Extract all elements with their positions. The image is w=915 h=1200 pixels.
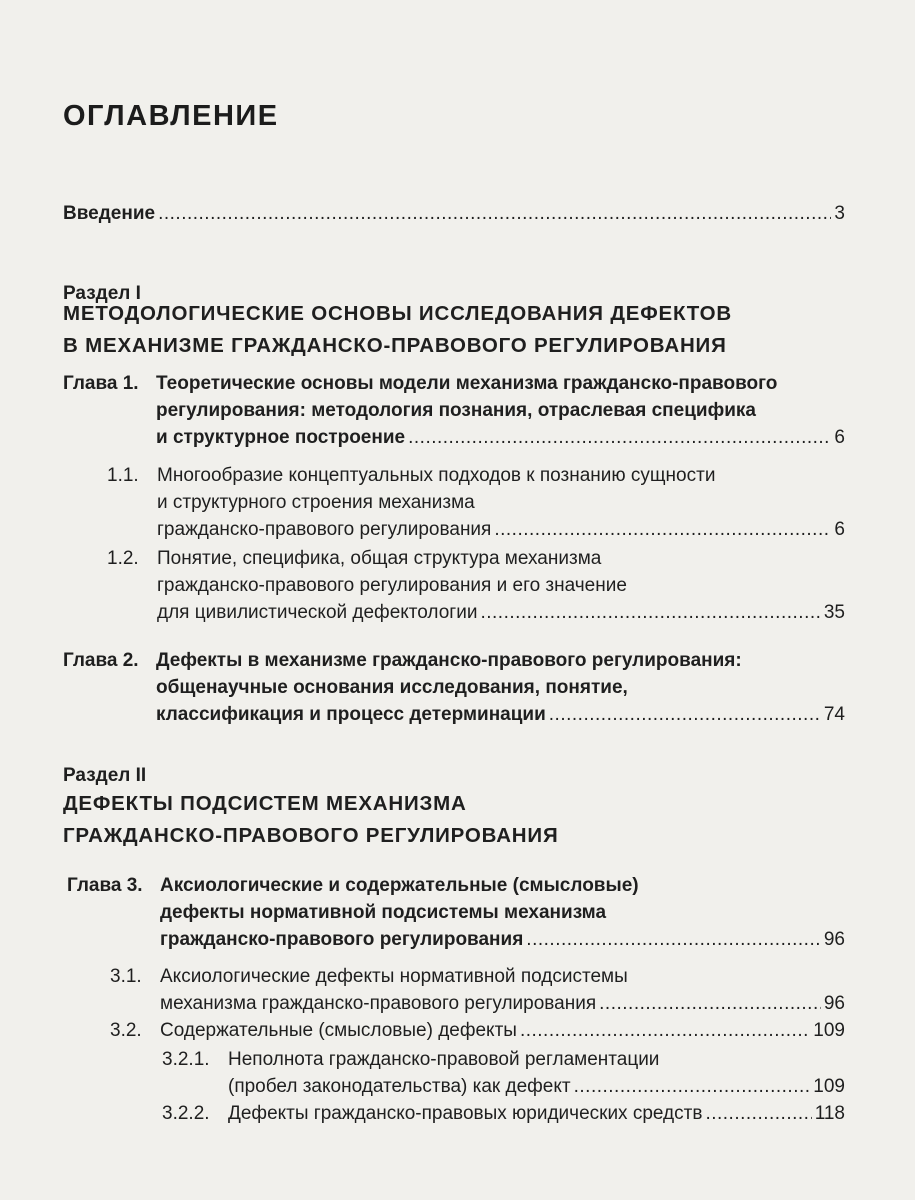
section-label: Раздел II <box>63 765 147 786</box>
toc-entry-1-1[interactable]: 1.1. Многообразие концептуальных подходов к познанию сущности и структурного строения механизма гражданско-правового регулирования ..... 6 <box>107 462 845 543</box>
toc-page-number: 109 <box>813 1076 845 1097</box>
entry-number: 3.2.1. <box>162 1049 210 1070</box>
leader-dots <box>526 926 821 953</box>
leader-dots <box>494 516 831 543</box>
toc-entry-intro[interactable] <box>63 200 845 227</box>
toc-page-number: 6 <box>834 519 845 540</box>
toc-page-number: 35 <box>823 602 845 623</box>
toc-entry-3-1[interactable]: 3.1. Аксиологические дефекты нормативной подсистемы механизма гражданско-правового регулирования ..... 96 <box>110 963 845 1017</box>
leader-dots <box>599 990 821 1017</box>
toc-entry-chapter-3[interactable]: Глава 3. Аксиологические и содержательные (смысловые) дефекты нормативной подсистемы механизма гражданско-правового регулирования ..... 96 <box>67 872 845 953</box>
toc-entry-3-2-2[interactable]: 3.2.2. Дефекты гражданско-правовых юридических средств ..... 118 <box>162 1100 845 1127</box>
toc-entry-chapter-1[interactable]: Глава 1. Теоретические основы модели механизма гражданско-правового регулирования: методология познания, отраслевая специфика и структурное построение ..... 6 <box>63 370 845 451</box>
entry-number: 1.2. <box>107 548 139 569</box>
toc-page-number: 96 <box>823 929 845 950</box>
toc-title: ОГЛАВЛЕНИЕ <box>63 100 279 132</box>
toc-page-number: 74 <box>823 704 845 725</box>
entry-number: Глава 3. <box>67 875 143 896</box>
toc-page-number: 6 <box>834 427 845 448</box>
leader-dots <box>549 701 821 728</box>
toc-page-number: 109 <box>813 1020 845 1041</box>
toc-entry-1-2[interactable]: 1.2. Понятие, специфика, общая структура механизма гражданско-правового регулирования и его значение для цивилистической дефектологии ..... 35 <box>107 545 845 626</box>
leader-dots <box>705 1100 811 1127</box>
toc-entry-3-2[interactable]: 3.2. Содержательные (смысловые) дефекты ..... 109 <box>110 1017 845 1044</box>
entry-number: 3.1. <box>110 966 142 987</box>
leader-dots <box>480 599 820 626</box>
toc-entry-text: Введение <box>63 203 156 224</box>
entry-number: 3.2.2. <box>162 1103 210 1124</box>
entry-number: Глава 2. <box>63 650 139 671</box>
entry-number: Глава 1. <box>63 373 139 394</box>
leader-dots <box>408 424 831 451</box>
toc-entry-chapter-2[interactable]: Глава 2. Дефекты в механизме гражданско-правового регулирования: общенаучные основания исследования, понятие, классификация и процесс детерминации ..... 74 <box>63 647 845 728</box>
toc-page-number: 3 <box>834 203 845 224</box>
leader-dots <box>574 1073 811 1100</box>
section-title: МЕТОДОЛОГИЧЕСКИЕ ОСНОВЫ ИССЛЕДОВАНИЯ ДЕФЕКТОВ В МЕХАНИЗМЕ ГРАЖДАНСКО-ПРАВОВОГО РЕГУЛИРОВАНИЯ <box>63 302 732 357</box>
leader-dots <box>520 1017 810 1044</box>
entry-number: 3.2. <box>110 1020 142 1041</box>
toc-entry-3-2-1[interactable]: 3.2.1. Неполнота гражданско-правовой регламентации (пробел законодательства) как дефект ..... 109 <box>162 1046 845 1100</box>
entry-number: 1.1. <box>107 465 139 486</box>
toc-page-number: 118 <box>814 1103 845 1124</box>
section-label: Раздел I <box>63 283 141 304</box>
leader-dots <box>158 200 831 227</box>
toc-page-number: 96 <box>823 993 845 1014</box>
section-title: ДЕФЕКТЫ ПОДСИСТЕМ МЕХАНИЗМА ГРАЖДАНСКО-ПРАВОВОГО РЕГУЛИРОВАНИЯ <box>63 792 559 847</box>
